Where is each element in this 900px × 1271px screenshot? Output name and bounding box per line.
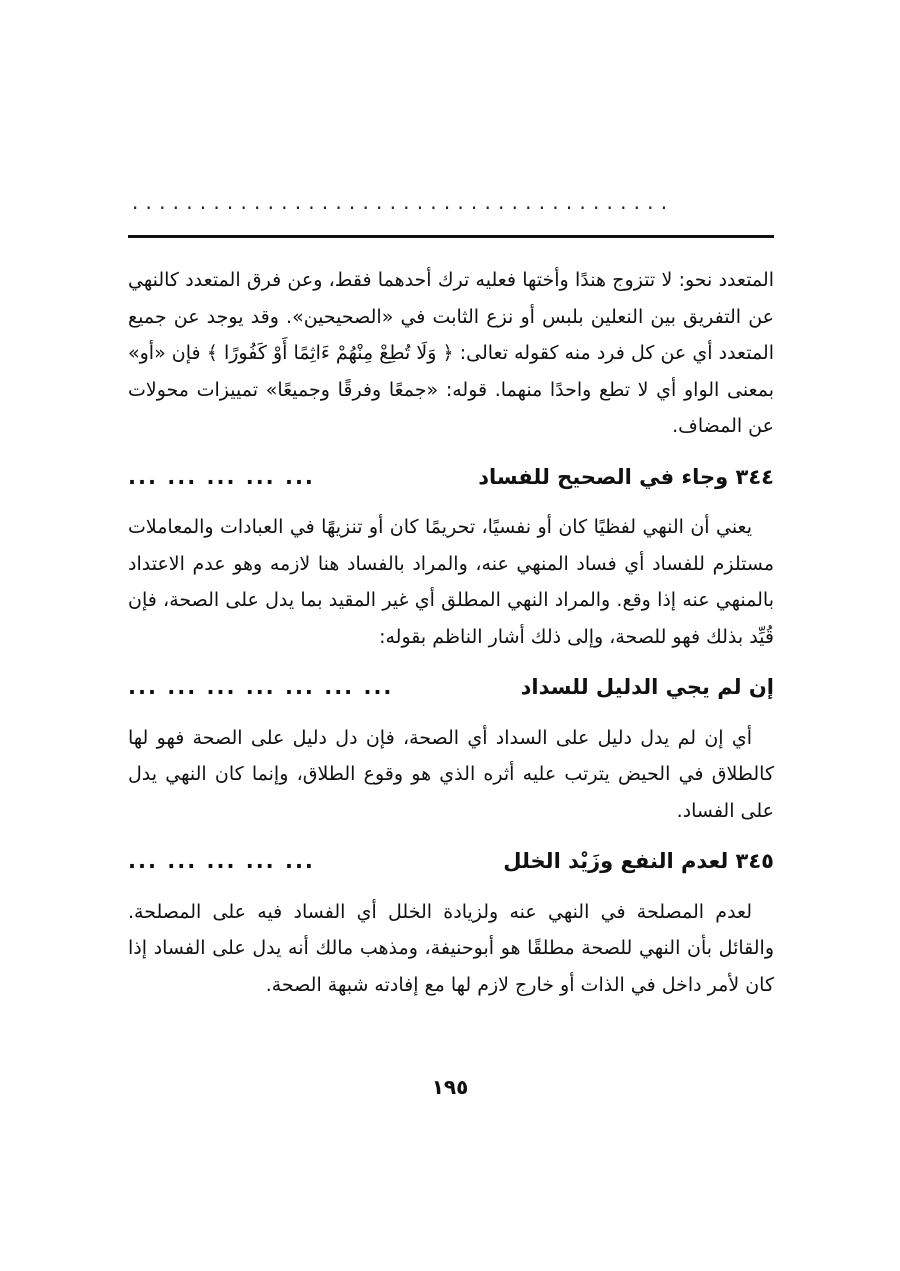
verse-344-second-half bbox=[128, 669, 774, 706]
verse-345-ellipsis: ... ... ... ... ... bbox=[128, 849, 315, 873]
verse-345-text: ٣٤٥ لعدم النفع وزَيْد الخلل bbox=[503, 849, 774, 873]
paragraph-1: المتعدد نحو: لا تتزوج هندًا وأختها فعليه ترك أحدهما فقط، وعن فرق المتعدد كالنهي عن التفريق بين النعلين بلبس أو نزع الثابت في «الصحيحين». وقد يوجد عن جميع المتعدد أي عن كل فرد منه كقوله تعالى: ﴿ وَلَا تُطِعْ مِنْهُمْ ءَاثِمًا أَوْ كَفُورًا ﴾ فإن «أو» بمعنى الواو أي لا تطع واحدًا منهما. قوله: «جمعًا وفرقًا وجميعًا» تمييزات محولات عن المضاف. bbox=[128, 269, 774, 437]
verse-344-second-half-text: إن لم يجي الدليل للسداد bbox=[520, 675, 774, 699]
paragraph-2: يعني أن النهي لفظيًا كان أو نفسيًا، تحريمًا كان أو تنزيهًا في العبادات والمعاملات مستلزم للفساد أي فساد المنهي عنه، والمراد بالفساد هنا لازمه وهو عدم الاعتداد بالمنهي عنه إذا وقع. والمراد النهي المطلق أي غير المقيد بما يدل على الصحة، فإن قُيِّد بذلك فهو للصحة، وإلى ذلك أشار الناظم بقوله: bbox=[128, 516, 774, 648]
verse-344-ellipsis: ... ... ... ... ... bbox=[128, 464, 315, 489]
paragraph-4: لعدم المصلحة في النهي عنه ولزيادة الخلل أي الفساد فيه على المصلحة. والقائل بأن النهي للصحة مطلقًا هو أبوحنيفة، ومذهب مالك أنه يدل على الفساد إذا كان لأمر داخل في الذات أو خارج لازم لها مع إفادته شبهة الصحة. bbox=[128, 900, 774, 996]
dotted-separator: ........................................ bbox=[132, 192, 675, 212]
page-body bbox=[128, 262, 774, 1003]
page-number: ١٩٥ bbox=[431, 1075, 469, 1099]
horizontal-rule bbox=[128, 235, 774, 238]
verse-345 bbox=[128, 843, 774, 880]
verse-344 bbox=[128, 459, 774, 496]
verse-344-text: ٣٤٤ وجاء في الصحيح للفساد bbox=[478, 464, 774, 489]
verse-344-second-half-ellipsis: ... ... ... ... ... ... ... bbox=[128, 675, 394, 699]
paragraph-3: أي إن لم يدل دليل على السداد أي الصحة، فإن دل دليل على الصحة فهو لها كالطلاق في الحيض يترتب عليه أثره الذي هو وقوع الطلاق، وإنما كان النهي يدل على الفساد. bbox=[128, 726, 774, 822]
